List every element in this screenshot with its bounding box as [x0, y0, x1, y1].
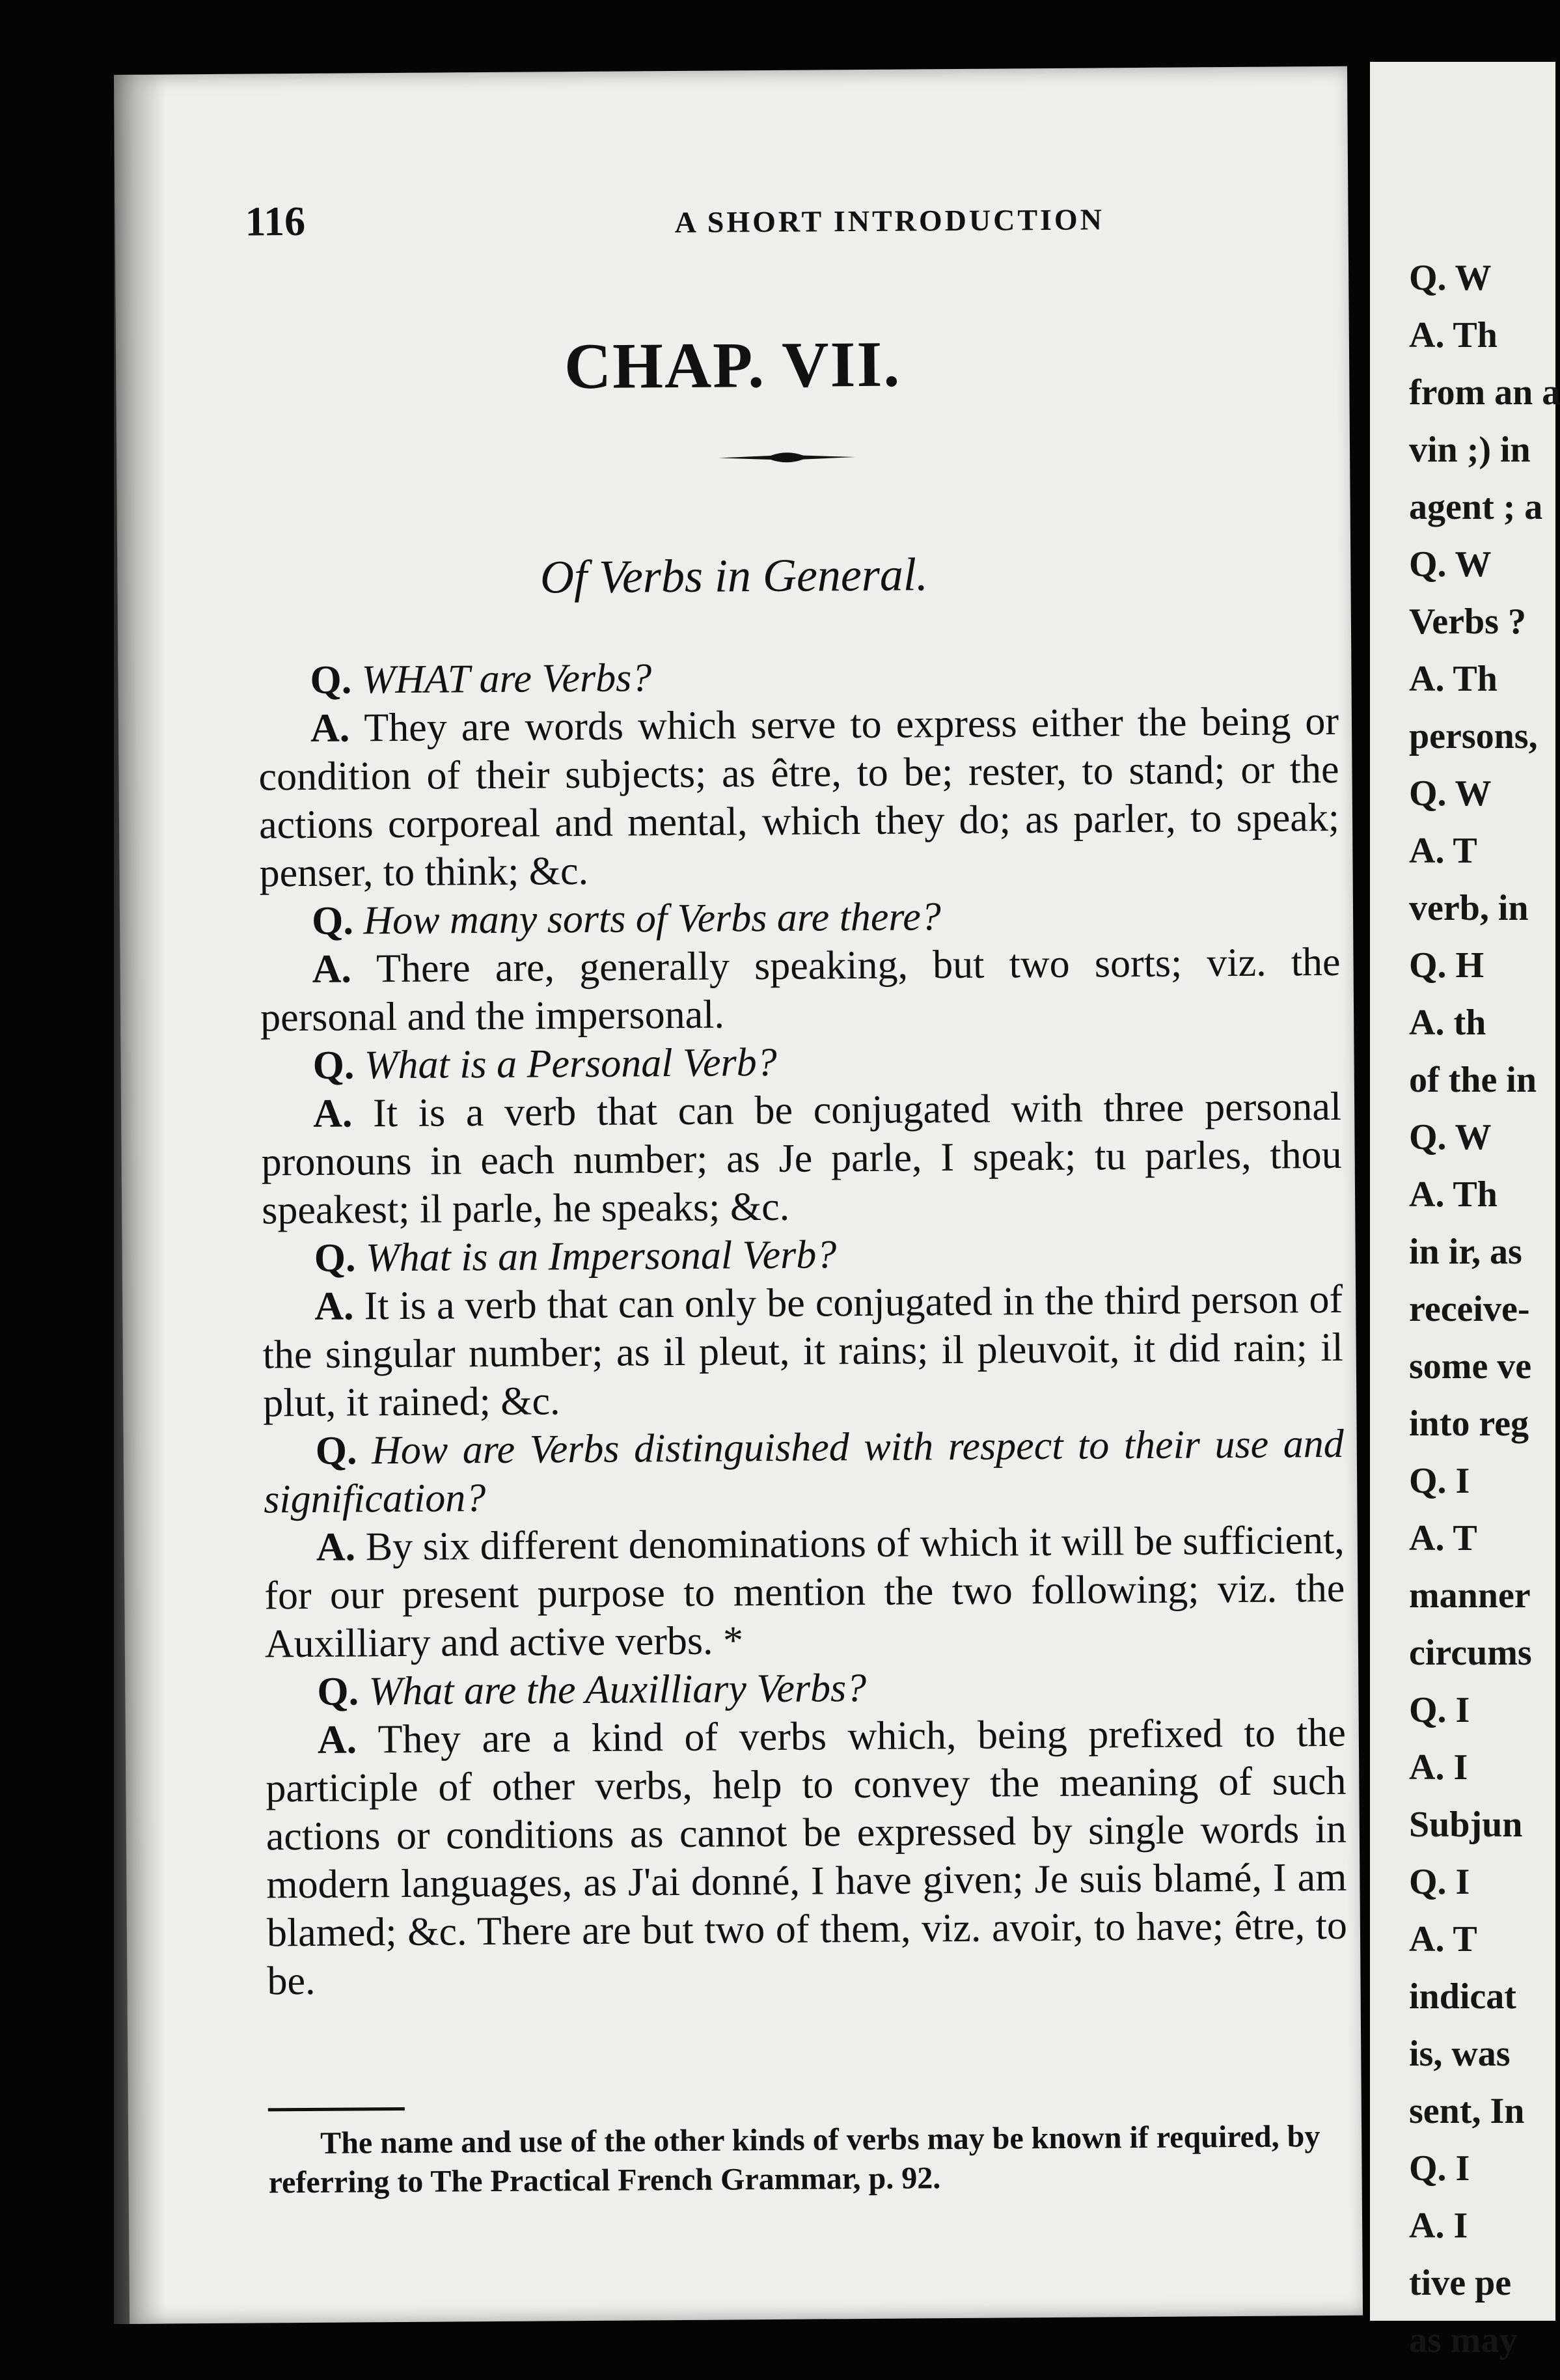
paragraph-text: By six different denominations of which it will be sufficient, for our present purpose to mention the two following; viz. the Auxilliary and active verbs. *	[264, 1517, 1345, 1667]
page-content	[114, 66, 1363, 2324]
answer-paragraph	[262, 1275, 1344, 1428]
adjacent-page-line: Verbs ?	[1409, 602, 1526, 642]
paragraph-text: It is a verb that can be conjugated with three personal pronouns in each number; as Je parle, I speak; tu parles, thou speakest; il parle, he speaks; &c.	[261, 1084, 1342, 1233]
adjacent-page-line: Q. H	[1409, 945, 1485, 986]
question-paragraph	[262, 1227, 1342, 1283]
adjacent-page-line: some ve	[1409, 1346, 1532, 1387]
adjacent-page-line: Q. W	[1409, 1117, 1492, 1157]
paragraph-text: How are Verbs distinguished with respect to their use and signification?	[264, 1421, 1344, 1522]
section-title: Of Verbs in General.	[540, 548, 929, 603]
question-paragraph	[258, 649, 1338, 705]
paragraph-label: A.	[317, 1717, 378, 1762]
paragraph-text: It is a verb that can only be conjugated in the third person of the singular number; as il pleut, it rains; il pleuvoit, it did rain; il plut, it rained; &c.	[262, 1277, 1343, 1426]
paragraph-label: Q.	[315, 1428, 372, 1473]
adjacent-page-line: into reg	[1409, 1404, 1529, 1444]
book-page	[114, 66, 1363, 2324]
chapter-title: CHAP. VII.	[564, 327, 901, 403]
adjacent-page-line: circums	[1409, 1633, 1532, 1673]
adjacent-page-line: tive pe	[1409, 2263, 1512, 2303]
paragraph-label: A.	[312, 1091, 374, 1136]
adjacent-page-line: sent, In	[1409, 2091, 1525, 2131]
answer-paragraph	[261, 1083, 1343, 1235]
paragraph-label: A.	[310, 706, 364, 751]
paragraph-text: What is an Impersonal Verb?	[365, 1232, 837, 1280]
question-paragraph	[260, 890, 1340, 946]
paragraph-text: What are the Auxilliary Verbs?	[368, 1665, 867, 1714]
paragraph-label: A.	[314, 1284, 364, 1329]
adjacent-page-line: A. T	[1409, 831, 1477, 871]
adjacent-page-line: A. Th	[1409, 315, 1498, 355]
paragraph-text: How many sorts of Verbs are there?	[363, 894, 941, 943]
adjacent-page-line: vin ;) in	[1409, 430, 1531, 470]
paragraph-text: They are words which serve to express either the being or condition of their subjects; as être, to be; rester, to stand; or the actions corporeal and mental, which they do; as parler, to speak; penser, to think; &c.	[258, 699, 1340, 896]
page-gutter-shadow	[114, 75, 166, 2324]
paragraph-text: WHAT are Verbs?	[361, 656, 652, 702]
adjacent-page-line: Q. I	[1409, 2148, 1470, 2189]
answer-paragraph	[260, 938, 1341, 1042]
paragraph-label: Q.	[312, 1043, 365, 1088]
footnote: The name and use of the other kinds of verbs may be known if required, by referring to The Practical French Grammar, p. 92.	[268, 2119, 1321, 2200]
adjacent-page-line: Q. I	[1409, 1862, 1470, 1902]
adjacent-page-line: A. Th	[1409, 1174, 1498, 1215]
answer-paragraph	[266, 1709, 1348, 2006]
question-paragraph	[260, 1034, 1341, 1090]
adjacent-page-line: receive-	[1409, 1289, 1530, 1329]
paragraph-label: A.	[312, 947, 377, 991]
adjacent-page	[1370, 62, 1560, 2360]
adjacent-page-line: in ir, as	[1409, 1232, 1522, 1272]
paragraph-label: Q.	[310, 657, 362, 702]
adjacent-page-line: verb, in	[1409, 888, 1529, 928]
paragraph-text: What is a Personal Verb?	[364, 1040, 777, 1088]
paragraph-label: A.	[316, 1525, 366, 1570]
adjacent-page-line: A. T	[1409, 1518, 1477, 1558]
adjacent-page-line: A. I	[1409, 1747, 1468, 1788]
page-number: 116	[245, 197, 306, 245]
adjacent-page-line: A. Th	[1409, 659, 1498, 699]
adjacent-page-line: Q. W	[1409, 773, 1492, 814]
adjacent-page-line: of the in	[1409, 1060, 1537, 1100]
adjacent-page-line: from an a	[1409, 372, 1560, 413]
adjacent-page-line: A. T	[1409, 1919, 1477, 1959]
adjacent-page-line: Q. W	[1409, 544, 1492, 585]
adjacent-page-line: Q. I	[1409, 1690, 1470, 1730]
answer-paragraph	[258, 697, 1340, 898]
adjacent-page-line: Subjun	[1409, 1805, 1523, 1845]
paragraph-text: There are, generally speaking, but two sorts; viz. the personal and the impersonal.	[260, 939, 1341, 1040]
adjacent-page-line: Q. I	[1409, 1461, 1470, 1501]
adjacent-page-line: is, was	[1409, 2034, 1511, 2074]
adjacent-page-line: indicat	[1409, 1976, 1516, 2017]
adjacent-page-line: A. th	[1409, 1003, 1486, 1043]
answer-paragraph	[264, 1516, 1346, 1668]
paragraph-label: Q.	[317, 1669, 369, 1714]
running-head	[245, 190, 1319, 250]
adjacent-page-line: A. I	[1409, 2206, 1468, 2246]
paragraph-label: Q.	[311, 898, 364, 943]
running-title: A SHORT INTRODUCTION	[674, 202, 1105, 239]
question-paragraph	[265, 1661, 1345, 1717]
adjacent-page-line: as may	[1409, 2320, 1518, 2360]
body-text	[258, 649, 1347, 2006]
footnote-rule	[268, 2107, 405, 2111]
adjacent-page-line: Q. W	[1409, 258, 1492, 298]
adjacent-page-line: manner	[1409, 1575, 1531, 1616]
paragraph-text: They are a kind of verbs which, being prefixed to the participle of other verbs, help to convey the meaning of such actions or conditions as cannot be expressed by single words in modern languages, as J'ai donné, I have given; Je suis blamé, I am blamed; &c. There are but two of them, viz. avoir, to have; être, to be.	[266, 1710, 1348, 2004]
question-paragraph	[264, 1420, 1345, 1524]
ornament-rule-icon	[718, 444, 855, 471]
paragraph-label: Q.	[314, 1236, 366, 1280]
adjacent-page-line: agent ; a	[1409, 487, 1543, 527]
adjacent-page-line: persons,	[1409, 716, 1538, 756]
